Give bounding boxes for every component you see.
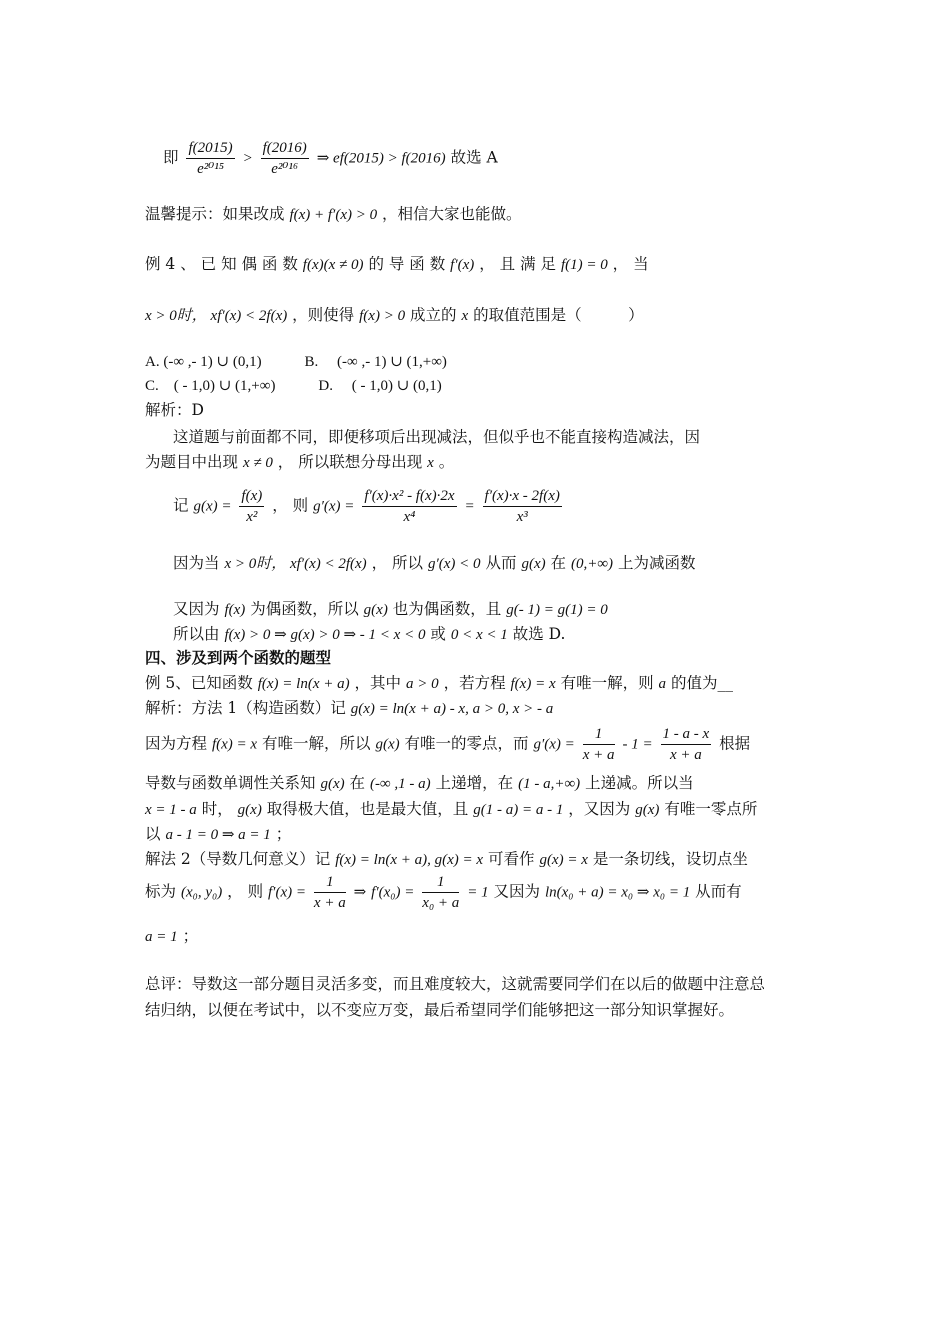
line-15: 例 5、已知函数 f(x) = ln(x + a) ，其中 a > 0 ，若方程 f(x) = x 有唯一解，则 a 的值为__ bbox=[145, 674, 733, 692]
option-a: A. (-∞ ,- 1) ∪ (0,1) bbox=[145, 354, 262, 370]
math: ⇒ ef(2015) > f(2016) bbox=[316, 150, 446, 167]
math: > bbox=[242, 150, 253, 167]
line-17: 因为方程 f(x) = x 有唯一解，所以 g(x) 有唯一的零点，而 g′(x) = $\frac{1}{x + a}$ - 1 = $\frac{1 - a - x}{x + a}$ 根据 bbox=[145, 726, 751, 763]
fraction: $\frac{1}{\text{x₀ + a}}$ bbox=[422, 874, 460, 911]
option-b: B. (-∞ ,- 1) ∪ (1,+∞) bbox=[304, 354, 447, 370]
line-23: a = 1 ； bbox=[145, 927, 199, 945]
fraction: $\frac{f(x)}{\text{x²}}$ bbox=[241, 488, 263, 525]
line-18: 导数与函数单调性关系知 g(x) 在 (-∞ ,1 - a) 上递增，在 (1 - a,+∞) 上递减。所以当 bbox=[145, 774, 694, 792]
line-10: 记 g(x) = $\frac{f(x)}{\text{x²}}$ ， 则 g′(x) = $\frac{\text{f′(x)·x² - f(x)·2x}}{\text{x⁴}}$ = $\frac{f'(x)\cdot x - 2f(x)}{\text{x³}}$ bbox=[173, 488, 560, 525]
fraction: $\frac{1}{x + a}$ bbox=[582, 726, 615, 763]
text: 即 bbox=[163, 148, 179, 167]
line-13: 所以由 f(x) > 0 ⇒ g(x) > 0 ⇒ - 1 < x < 0 或 0 < x < 1 故选 D. bbox=[173, 625, 566, 643]
line-3: 例 4 、 已 知 偶 函 数 f(x)(x ≠ 0) 的 导 函 数 f′(x) ， 且 满 足 f(1) = 0 ， 当 bbox=[145, 255, 649, 273]
fraction: $\frac{f'(x)\cdot x - 2f(x)}{\text{x³}}$ bbox=[484, 488, 560, 525]
section-heading: 四、涉及到两个函数的题型 bbox=[145, 649, 332, 667]
fraction: $\frac{f(2015)}{\text{e²⁰¹⁵}}$ bbox=[188, 140, 233, 177]
options-cd bbox=[145, 374, 810, 397]
fraction: $\frac{1}{x + a}$ bbox=[313, 874, 346, 911]
summary-line-1: 总评：导数这一部分题目灵活多变，而且难度较大，这就需要同学们在以后的做题中注意总 bbox=[145, 975, 766, 993]
option-c: C. ( - 1,0) ∪ (1,+∞) bbox=[145, 378, 276, 394]
summary-line-2: 结归纳，以便在考试中，以不变应万变，最后希望同学们能够把这一部分知识掌握好。 bbox=[145, 1001, 735, 1019]
options-ab bbox=[145, 350, 810, 373]
line-16: 解析：方法 1（构造函数）记 g(x) = ln(x + a) - x, a > 0, x > - a bbox=[145, 699, 554, 717]
line-2: 温馨提示：如果改成 f(x) + f′(x) > 0 ，相信大家也能做。 bbox=[145, 205, 522, 223]
math: f(x) + f′(x) > 0 bbox=[289, 207, 378, 223]
line-21: 解法 2（导数几何意义）记 f(x) = ln(x + a), g(x) = x 可看作 g(x) = x 是一条切线，设切点坐 bbox=[145, 850, 748, 868]
fraction: $\frac{f(2016)}{\text{e²⁰¹⁶}}$ bbox=[262, 140, 307, 177]
line-8: 这道题与前面都不同，即便移项后出现减法，但似乎也不能直接构造减法，因 bbox=[173, 428, 701, 446]
text: 故选 A bbox=[450, 148, 498, 167]
line-1 bbox=[163, 138, 828, 188]
line-11: 因为当 x > 0时， xf′(x) < 2f(x) ， 所以 g′(x) < 0 从而 g(x) 在 (0,+∞) 上为减函数 bbox=[173, 554, 696, 572]
fraction: $\frac{\text{f′(x)·x² - f(x)·2x}}{\text{x⁴}}$ bbox=[364, 488, 455, 525]
line-4: x > 0时， xf′(x) < 2f(x) ，则使得 f(x) > 0 成立的 x 的取值范围是（ ） bbox=[145, 306, 644, 324]
option-d: D. ( - 1,0) ∪ (0,1) bbox=[318, 378, 442, 394]
fraction: $\frac{1 - a - x}{x + a}$ bbox=[662, 726, 710, 763]
line-12: 又因为 f(x) 为偶函数，所以 g(x) 也为偶函数，且 g(- 1) = g(1) = 0 bbox=[173, 600, 608, 618]
line-19: x = 1 - a 时， g(x) 取得极大值，也是最大值，且 g(1 - a) = a - 1 ，又因为 g(x) 有唯一零点所 bbox=[145, 800, 758, 818]
line-9: 为题目中出现 x ≠ 0 ， 所以联想分母出现 x 。 bbox=[145, 453, 455, 471]
line-20: 以 a - 1 = 0 ⇒ a = 1 ； bbox=[145, 825, 292, 843]
line-22: 标为 (x₀, y₀) ， 则 f′(x) = $\frac{1}{x + a}$ ⇒ f′(x₀) = $\frac{1}{\text{x₀ + a}}$ = 1 又因为 ln(x₀ + a) = x₀ ⇒ x₀ = 1 从而有 bbox=[145, 874, 742, 911]
line-answer: 解析：D bbox=[145, 401, 204, 419]
